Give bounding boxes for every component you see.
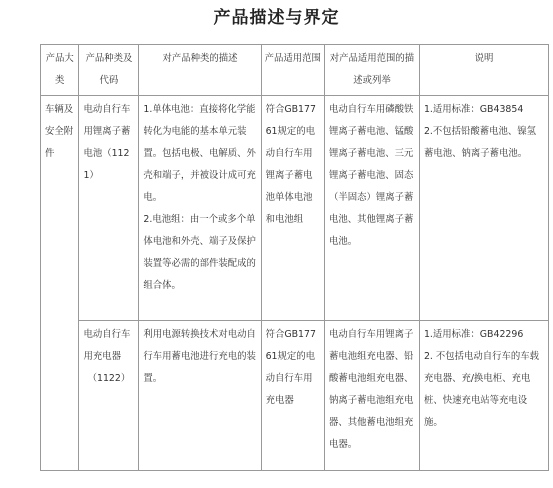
header-kind-description: 对产品种类的描述 <box>139 45 261 96</box>
kind-name: 电动自行车用充电器 <box>83 329 131 362</box>
scope-cell: 符合GB17761规定的电动自行车用充电器 <box>261 321 324 471</box>
product-definition-table <box>40 44 549 471</box>
description-cell <box>139 96 261 321</box>
notes-cell <box>419 321 548 471</box>
scope-cell: 符合GB17761规定的电动自行车用锂离子蓄电池单体电池和电池组 <box>261 96 324 321</box>
table-row <box>41 96 549 321</box>
description-paragraph: 2.电池组：由一个或多个单体电池和外壳、端子及保护装置等必需的部件装配成的组合体。 <box>143 214 256 291</box>
page-title: 产品描述与界定 <box>213 8 340 28</box>
scope-detail-cell: 电动自行车用磷酸铁锂离子蓄电池、锰酸锂离子蓄电池、三元锂离子蓄电池、固态（半固态）锂离子蓄电池、其他锂离子蓄电池。 <box>324 96 419 321</box>
header-scope-detail: 对产品适用范围的描述或列举 <box>324 45 419 96</box>
note-line: 2.不包括铅酸蓄电池、镍氢蓄电池、钠离子蓄电池。 <box>423 126 537 159</box>
note-line: 1.适用标准：GB43854 <box>423 104 524 115</box>
kind-cell <box>79 96 139 321</box>
table-header-row <box>41 45 549 96</box>
kind-code: （1122） <box>87 373 131 384</box>
description-paragraph: 利用电源转换技术对电动自行车用蓄电池进行充电的装置。 <box>143 329 256 384</box>
description-cell <box>139 321 261 471</box>
note-line: 2. 不包括电动自行车的车载充电器、充/换电柜、充电桩、快速充电站等充电设施。 <box>423 351 540 428</box>
scope-detail-cell: 电动自行车用锂离子蓄电池组充电器、铅酸蓄电池组充电器、钠离子蓄电池组充电器、其他蓄电池组充电器。 <box>324 321 419 471</box>
header-kind-code: 产品种类及代码 <box>79 45 139 96</box>
header-notes: 说明 <box>419 45 548 96</box>
category-cell: 车辆及安全附件 <box>41 96 79 471</box>
table-row <box>41 321 549 471</box>
kind-cell <box>79 321 139 471</box>
header-scope: 产品适用范围 <box>261 45 324 96</box>
notes-cell <box>419 96 548 321</box>
description-paragraph: 1.单体电池：直接将化学能转化为电能的基本单元装置。包括电极、电解质、外壳和端子，并被设计成可充电。 <box>143 104 256 203</box>
header-category: 产品大类 <box>41 45 79 96</box>
kind-code: （1121） <box>83 148 130 181</box>
note-line: 1.适用标准：GB42296 <box>423 329 524 340</box>
kind-name: 电动自行车用锂离子蓄电池 <box>83 104 131 159</box>
